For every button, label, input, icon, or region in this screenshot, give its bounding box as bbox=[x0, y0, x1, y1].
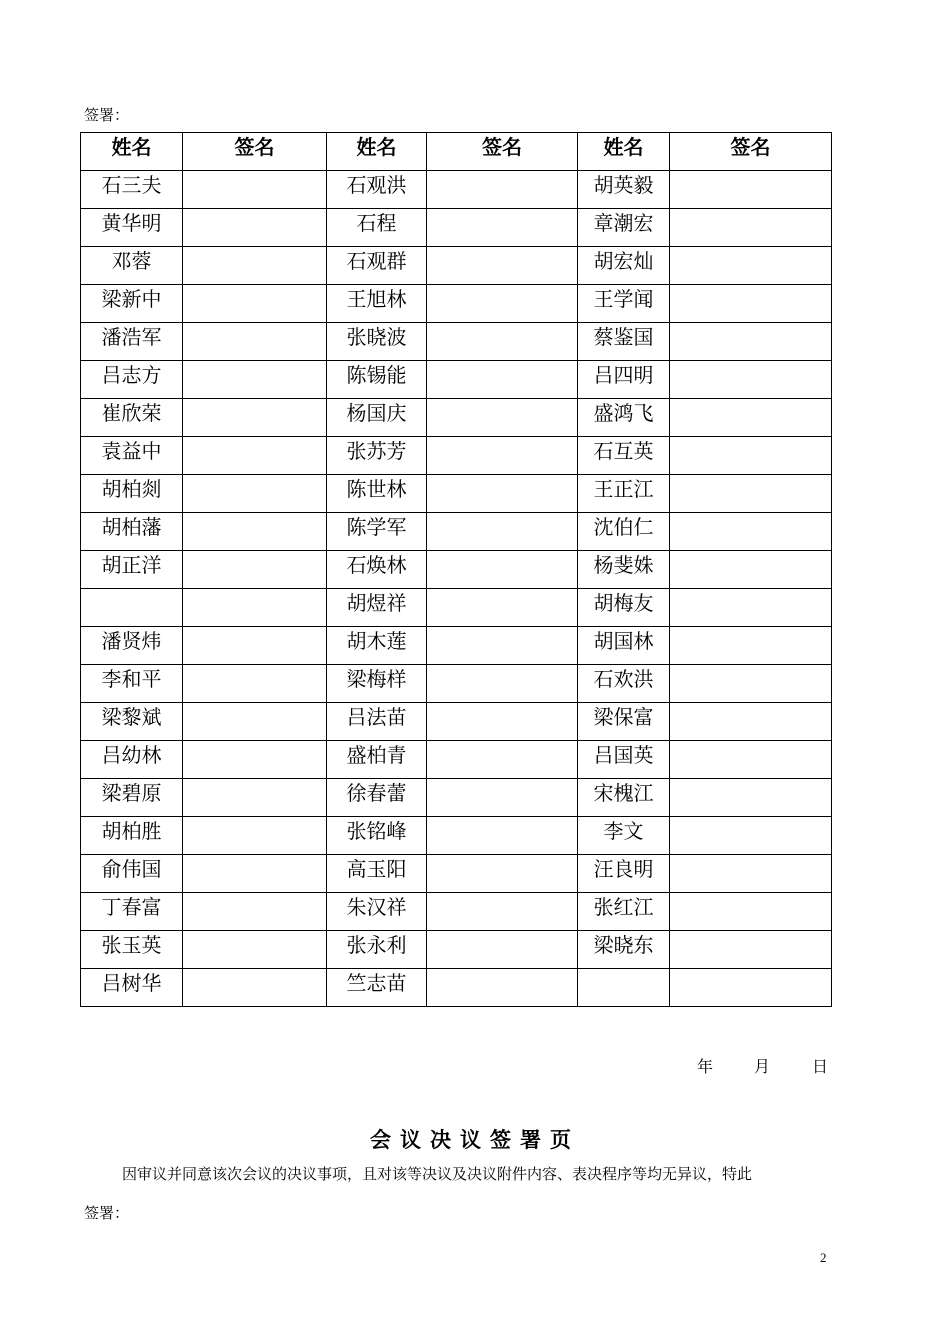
signature-cell[interactable] bbox=[183, 779, 327, 817]
name-cell: 胡木莲 bbox=[327, 627, 427, 665]
signature-cell[interactable] bbox=[427, 323, 578, 361]
signature-cell[interactable] bbox=[670, 551, 832, 589]
name-cell: 袁益中 bbox=[81, 437, 183, 475]
sign-label-top: 签署： bbox=[84, 106, 130, 124]
signature-cell[interactable] bbox=[183, 171, 327, 209]
name-cell: 章潮宏 bbox=[578, 209, 670, 247]
table-row bbox=[81, 475, 832, 513]
name-cell: 吕树华 bbox=[81, 969, 183, 1007]
table-row bbox=[81, 703, 832, 741]
header-sign-3: 签名 bbox=[670, 133, 832, 171]
name-cell: 张玉英 bbox=[81, 931, 183, 969]
signature-cell[interactable] bbox=[427, 627, 578, 665]
name-cell: 潘贤炜 bbox=[81, 627, 183, 665]
signature-cell[interactable] bbox=[427, 779, 578, 817]
name-cell: 丁春富 bbox=[81, 893, 183, 931]
page-title: 会议决议签署页 bbox=[370, 1128, 580, 1152]
name-cell: 吕志方 bbox=[81, 361, 183, 399]
signature-cell[interactable] bbox=[670, 475, 832, 513]
table-header-row bbox=[81, 133, 832, 171]
name-cell: 张苏芳 bbox=[327, 437, 427, 475]
name-cell: 梁保富 bbox=[578, 703, 670, 741]
name-cell: 梁碧原 bbox=[81, 779, 183, 817]
name-cell: 陈世林 bbox=[327, 475, 427, 513]
name-cell: 吕四明 bbox=[578, 361, 670, 399]
header-sign-2: 签名 bbox=[427, 133, 578, 171]
name-cell: 胡梅友 bbox=[578, 589, 670, 627]
signature-cell[interactable] bbox=[670, 513, 832, 551]
name-cell: 梁黎斌 bbox=[81, 703, 183, 741]
signature-cell[interactable] bbox=[427, 893, 578, 931]
name-cell: 朱汉祥 bbox=[327, 893, 427, 931]
signature-cell[interactable] bbox=[183, 209, 327, 247]
signature-cell[interactable] bbox=[183, 399, 327, 437]
signature-cell[interactable] bbox=[427, 361, 578, 399]
signature-cell[interactable] bbox=[427, 931, 578, 969]
signature-table bbox=[80, 132, 832, 1007]
name-cell: 黄华明 bbox=[81, 209, 183, 247]
name-cell: 胡宏灿 bbox=[578, 247, 670, 285]
signature-cell[interactable] bbox=[427, 703, 578, 741]
name-cell: 石三夫 bbox=[81, 171, 183, 209]
name-cell: 陈锡能 bbox=[327, 361, 427, 399]
name-cell: 李和平 bbox=[81, 665, 183, 703]
table-row bbox=[81, 665, 832, 703]
signature-cell[interactable] bbox=[427, 969, 578, 1007]
name-cell: 高玉阳 bbox=[327, 855, 427, 893]
table-row bbox=[81, 741, 832, 779]
signature-cell[interactable] bbox=[183, 627, 327, 665]
signature-cell[interactable] bbox=[427, 665, 578, 703]
table-row bbox=[81, 589, 832, 627]
name-cell: 宋槐江 bbox=[578, 779, 670, 817]
name-cell: 胡柏胜 bbox=[81, 817, 183, 855]
signature-cell[interactable] bbox=[427, 855, 578, 893]
signature-cell[interactable] bbox=[183, 551, 327, 589]
name-cell: 崔欣荣 bbox=[81, 399, 183, 437]
date-year: 年 bbox=[697, 1057, 714, 1076]
signature-cell[interactable] bbox=[183, 361, 327, 399]
name-cell: 石欢洪 bbox=[578, 665, 670, 703]
name-cell: 吕国英 bbox=[578, 741, 670, 779]
name-cell: 梁梅样 bbox=[327, 665, 427, 703]
name-cell: 胡柏剡 bbox=[81, 475, 183, 513]
name-cell: 石焕林 bbox=[327, 551, 427, 589]
table-row bbox=[81, 931, 832, 969]
signature-cell[interactable] bbox=[670, 437, 832, 475]
signature-cell[interactable] bbox=[670, 285, 832, 323]
signature-cell[interactable] bbox=[670, 171, 832, 209]
name-cell: 陈学军 bbox=[327, 513, 427, 551]
signature-cell[interactable] bbox=[427, 437, 578, 475]
signature-cell[interactable] bbox=[427, 817, 578, 855]
name-cell: 盛鸿飞 bbox=[578, 399, 670, 437]
signature-cell[interactable] bbox=[427, 209, 578, 247]
date-month: 月 bbox=[754, 1057, 771, 1076]
signature-cell[interactable] bbox=[427, 171, 578, 209]
signature-cell[interactable] bbox=[183, 817, 327, 855]
name-cell: 胡英毅 bbox=[578, 171, 670, 209]
signature-cell[interactable] bbox=[670, 779, 832, 817]
signature-cell[interactable] bbox=[670, 589, 832, 627]
signature-cell[interactable] bbox=[670, 931, 832, 969]
signature-cell[interactable] bbox=[183, 589, 327, 627]
name-cell: 张红江 bbox=[578, 893, 670, 931]
signature-cell[interactable] bbox=[183, 285, 327, 323]
table-row bbox=[81, 893, 832, 931]
name-cell: 潘浩军 bbox=[81, 323, 183, 361]
signature-cell[interactable] bbox=[670, 665, 832, 703]
name-cell: 张永利 bbox=[327, 931, 427, 969]
name-cell: 石互英 bbox=[578, 437, 670, 475]
name-cell: 盛柏青 bbox=[327, 741, 427, 779]
name-cell: 徐春蕾 bbox=[327, 779, 427, 817]
name-cell: 邓蓉 bbox=[81, 247, 183, 285]
name-cell: 王学闻 bbox=[578, 285, 670, 323]
signature-cell[interactable] bbox=[670, 893, 832, 931]
name-cell: 吕幼林 bbox=[81, 741, 183, 779]
table-row bbox=[81, 817, 832, 855]
signature-cell[interactable] bbox=[183, 703, 327, 741]
header-name-1: 姓名 bbox=[81, 133, 183, 171]
resolution-paragraph: 因审议并同意该次会议的决议事项，且对该等决议及决议附件内容、表决程序等均无异议，特此 bbox=[122, 1165, 753, 1183]
name-cell: 梁新中 bbox=[81, 285, 183, 323]
signature-cell[interactable] bbox=[670, 969, 832, 1007]
signature-cell[interactable] bbox=[183, 475, 327, 513]
page-number: 2 bbox=[820, 1250, 827, 1265]
date-day: 日 bbox=[812, 1057, 829, 1076]
table-row bbox=[81, 285, 832, 323]
signature-cell[interactable] bbox=[183, 323, 327, 361]
name-cell: 胡正洋 bbox=[81, 551, 183, 589]
signature-cell[interactable] bbox=[427, 247, 578, 285]
signature-cell[interactable] bbox=[670, 361, 832, 399]
name-cell: 胡国林 bbox=[578, 627, 670, 665]
name-cell: 俞伟国 bbox=[81, 855, 183, 893]
name-cell: 杨国庆 bbox=[327, 399, 427, 437]
name-cell: 张晓波 bbox=[327, 323, 427, 361]
table-row bbox=[81, 627, 832, 665]
signature-cell[interactable] bbox=[670, 247, 832, 285]
name-cell: 竺志苗 bbox=[327, 969, 427, 1007]
signature-cell[interactable] bbox=[427, 741, 578, 779]
table-row bbox=[81, 247, 832, 285]
name-cell: 石观洪 bbox=[327, 171, 427, 209]
name-cell: 胡柏藩 bbox=[81, 513, 183, 551]
name-cell: 吕法苗 bbox=[327, 703, 427, 741]
name-cell: 李文 bbox=[578, 817, 670, 855]
header-name-2: 姓名 bbox=[327, 133, 427, 171]
name-cell: 王正江 bbox=[578, 475, 670, 513]
signature-cell[interactable] bbox=[670, 627, 832, 665]
name-cell: 杨斐姝 bbox=[578, 551, 670, 589]
table-row bbox=[81, 209, 832, 247]
sign-label-bottom: 签署： bbox=[84, 1204, 130, 1222]
table-row bbox=[81, 969, 832, 1007]
signature-cell[interactable] bbox=[670, 399, 832, 437]
name-cell: 王旭林 bbox=[327, 285, 427, 323]
table-row bbox=[81, 513, 832, 551]
signature-cell[interactable] bbox=[670, 703, 832, 741]
signature-cell[interactable] bbox=[427, 399, 578, 437]
signature-cell[interactable] bbox=[427, 551, 578, 589]
table-row bbox=[81, 855, 832, 893]
signature-cell[interactable] bbox=[670, 741, 832, 779]
name-cell: 张铭峰 bbox=[327, 817, 427, 855]
table-row bbox=[81, 361, 832, 399]
signature-cell[interactable] bbox=[183, 969, 327, 1007]
signature-cell[interactable] bbox=[183, 855, 327, 893]
table-row bbox=[81, 399, 832, 437]
signature-cell[interactable] bbox=[670, 817, 832, 855]
signature-cell[interactable] bbox=[427, 589, 578, 627]
name-cell: 蔡鉴国 bbox=[578, 323, 670, 361]
table-row bbox=[81, 437, 832, 475]
name-cell: 石观群 bbox=[327, 247, 427, 285]
table-row bbox=[81, 323, 832, 361]
name-cell: 石程 bbox=[327, 209, 427, 247]
header-sign-1: 签名 bbox=[183, 133, 327, 171]
signature-cell[interactable] bbox=[670, 323, 832, 361]
name-cell bbox=[81, 589, 183, 627]
signature-cell[interactable] bbox=[183, 247, 327, 285]
signature-cell[interactable] bbox=[183, 513, 327, 551]
signature-cell[interactable] bbox=[183, 665, 327, 703]
name-cell: 胡煜祥 bbox=[327, 589, 427, 627]
name-cell: 汪良明 bbox=[578, 855, 670, 893]
signature-cell[interactable] bbox=[427, 285, 578, 323]
signature-cell[interactable] bbox=[183, 741, 327, 779]
signature-cell[interactable] bbox=[427, 475, 578, 513]
name-cell: 梁晓东 bbox=[578, 931, 670, 969]
table-row bbox=[81, 779, 832, 817]
signature-cell[interactable] bbox=[670, 209, 832, 247]
table-row bbox=[81, 551, 832, 589]
name-cell: 沈伯仁 bbox=[578, 513, 670, 551]
name-cell bbox=[578, 969, 670, 1007]
signature-cell[interactable] bbox=[183, 931, 327, 969]
signature-cell[interactable] bbox=[427, 513, 578, 551]
table-row bbox=[81, 171, 832, 209]
signature-cell[interactable] bbox=[670, 855, 832, 893]
header-name-3: 姓名 bbox=[578, 133, 670, 171]
signature-cell[interactable] bbox=[183, 437, 327, 475]
signature-cell[interactable] bbox=[183, 893, 327, 931]
